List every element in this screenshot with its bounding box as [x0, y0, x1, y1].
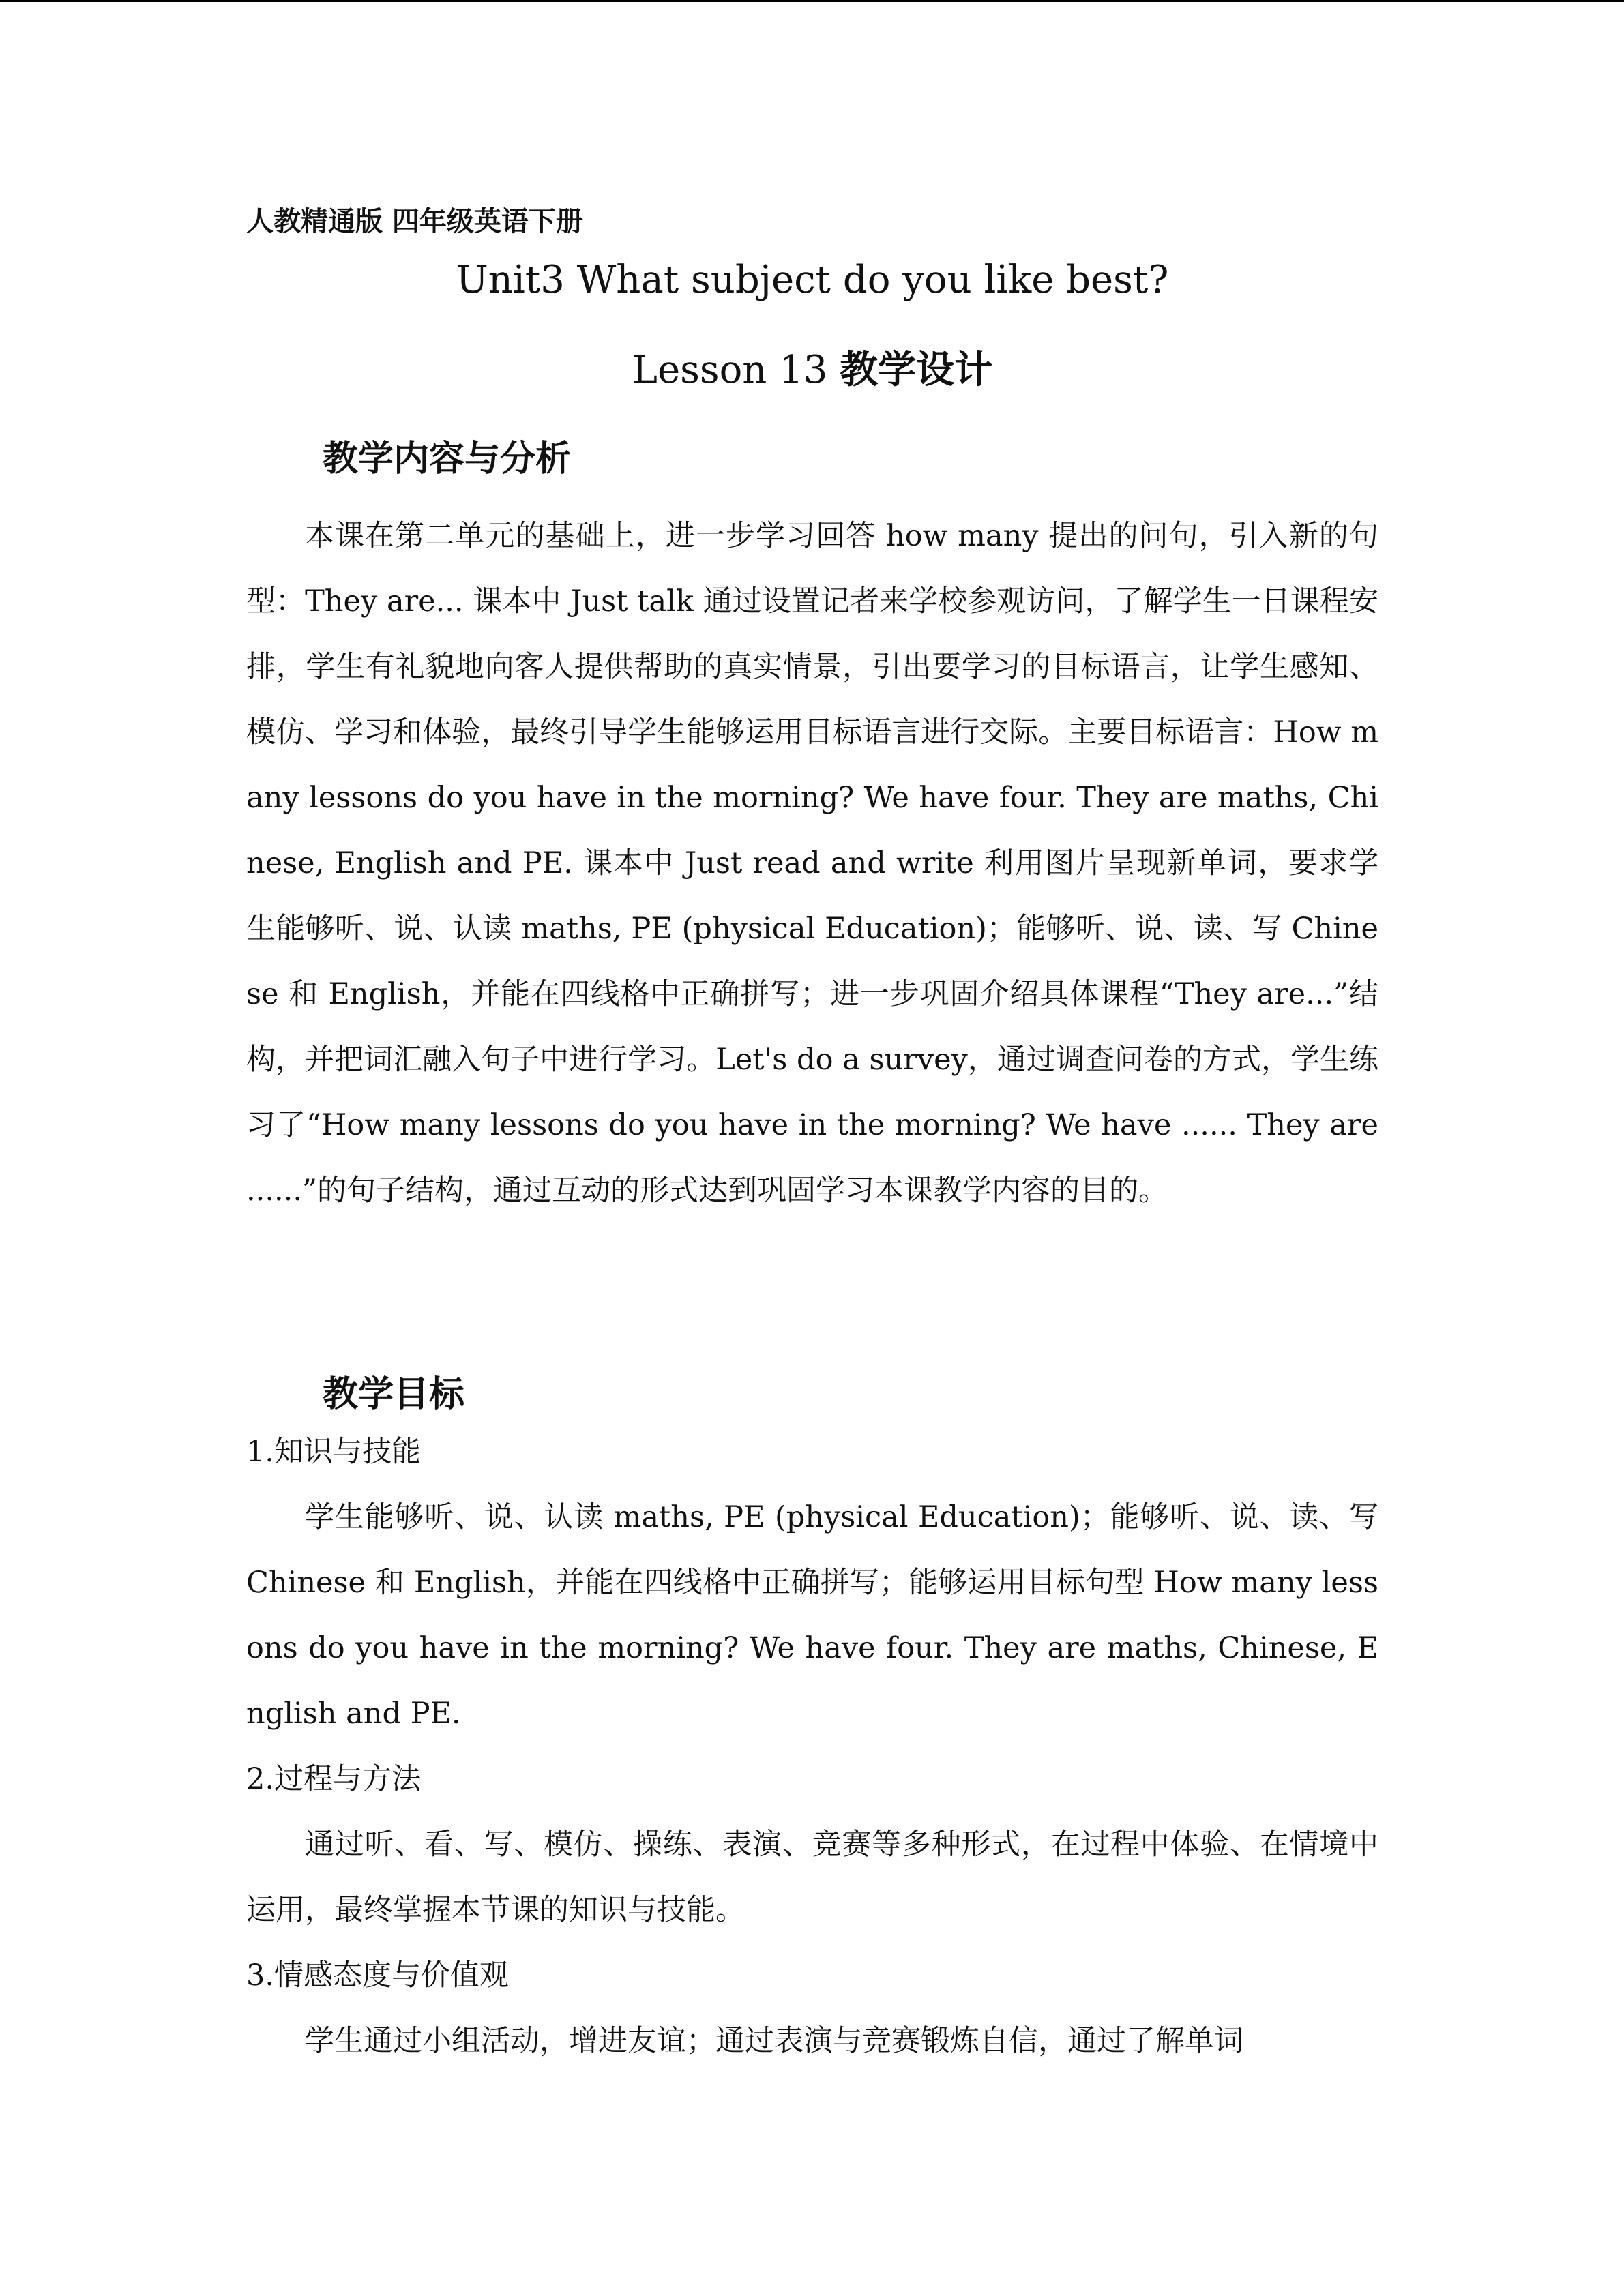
analysis-paragraph: 本课在第二单元的基础上，进一步学习回答 how many 提出的问句，引入新的句型：They are... 课本中 Just talk 通过设置记者来学校参观访问，了解学生一日课程安排，学生有礼貌地向客人提供帮助的真实情景，引出要学习的目标语言，让学生感知、模仿、学习和体验，最终引导学生能够运用目标语言进行交际。主要目标语言：How many lessons do you have in the morning? We have four. They are maths, Chinese, English and PE. 课本中 Just read and write 利用图片呈现新单词，要求学生能够听、说、认读 maths, PE (physical Education)；能够听、说、读、写 Chinese 和 English，并能在四线格中正确拼写；进一步巩固介绍具体课程“They are...”结构，并把词汇融入句子中进行学习。Let's do a survey，通过调查问卷的方式，学生练习了“How many lessons do you have in the morning? We have ...... They are ......”的句子结构，通过互动的形式达到巩固学习本课教学内容的目的。 [246, 519, 1378, 1208]
unit-title: Unit3 What subject do you like best? [456, 258, 1169, 302]
lesson-title [246, 340, 1378, 394]
document-header: 人教精通版 四年级英语下册 [246, 206, 583, 237]
goal-label: 知识与技能 [274, 1435, 422, 1469]
goal-paragraph-knowledge: 学生能够听、说、认读 maths, PE (physical Education)；能够听、说、读、写 Chinese 和 English，并能在四线格中正确拼写；能够运用目标句型 How many lessons do you have in the morning? We have four. They are maths, Chinese, English and PE. [246, 1500, 1378, 1731]
goal-label: 过程与方法 [274, 1762, 422, 1796]
lesson-title-zh: 教学设计 [840, 348, 993, 392]
goal-number: 2. [246, 1762, 275, 1796]
goal-subheading-attitude [246, 1943, 509, 2008]
goal-number: 1. [246, 1435, 275, 1469]
goal-paragraph-attitude: 学生通过小组活动，增进友谊；通过表演与竞赛锻炼自信，通过了解单词 [305, 2024, 1243, 2058]
goal-subheading-process [246, 1746, 421, 1812]
goal-label: 情感态度与价值观 [274, 1958, 510, 1993]
section-heading-analysis: 教学内容与分析 [323, 438, 572, 479]
goal-number: 3. [246, 1958, 275, 1993]
goal-paragraph-process: 通过听、看、写、模仿、操练、表演、竞赛等多种形式，在过程中体验、在情境中运用，最终掌握本节课的知识与技能。 [246, 1828, 1378, 1927]
goal-subheading-knowledge [246, 1419, 421, 1485]
section-heading-goals: 教学目标 [323, 1374, 465, 1415]
lesson-title-en: Lesson 13 [632, 348, 840, 392]
page-top-border [0, 0, 1624, 2]
